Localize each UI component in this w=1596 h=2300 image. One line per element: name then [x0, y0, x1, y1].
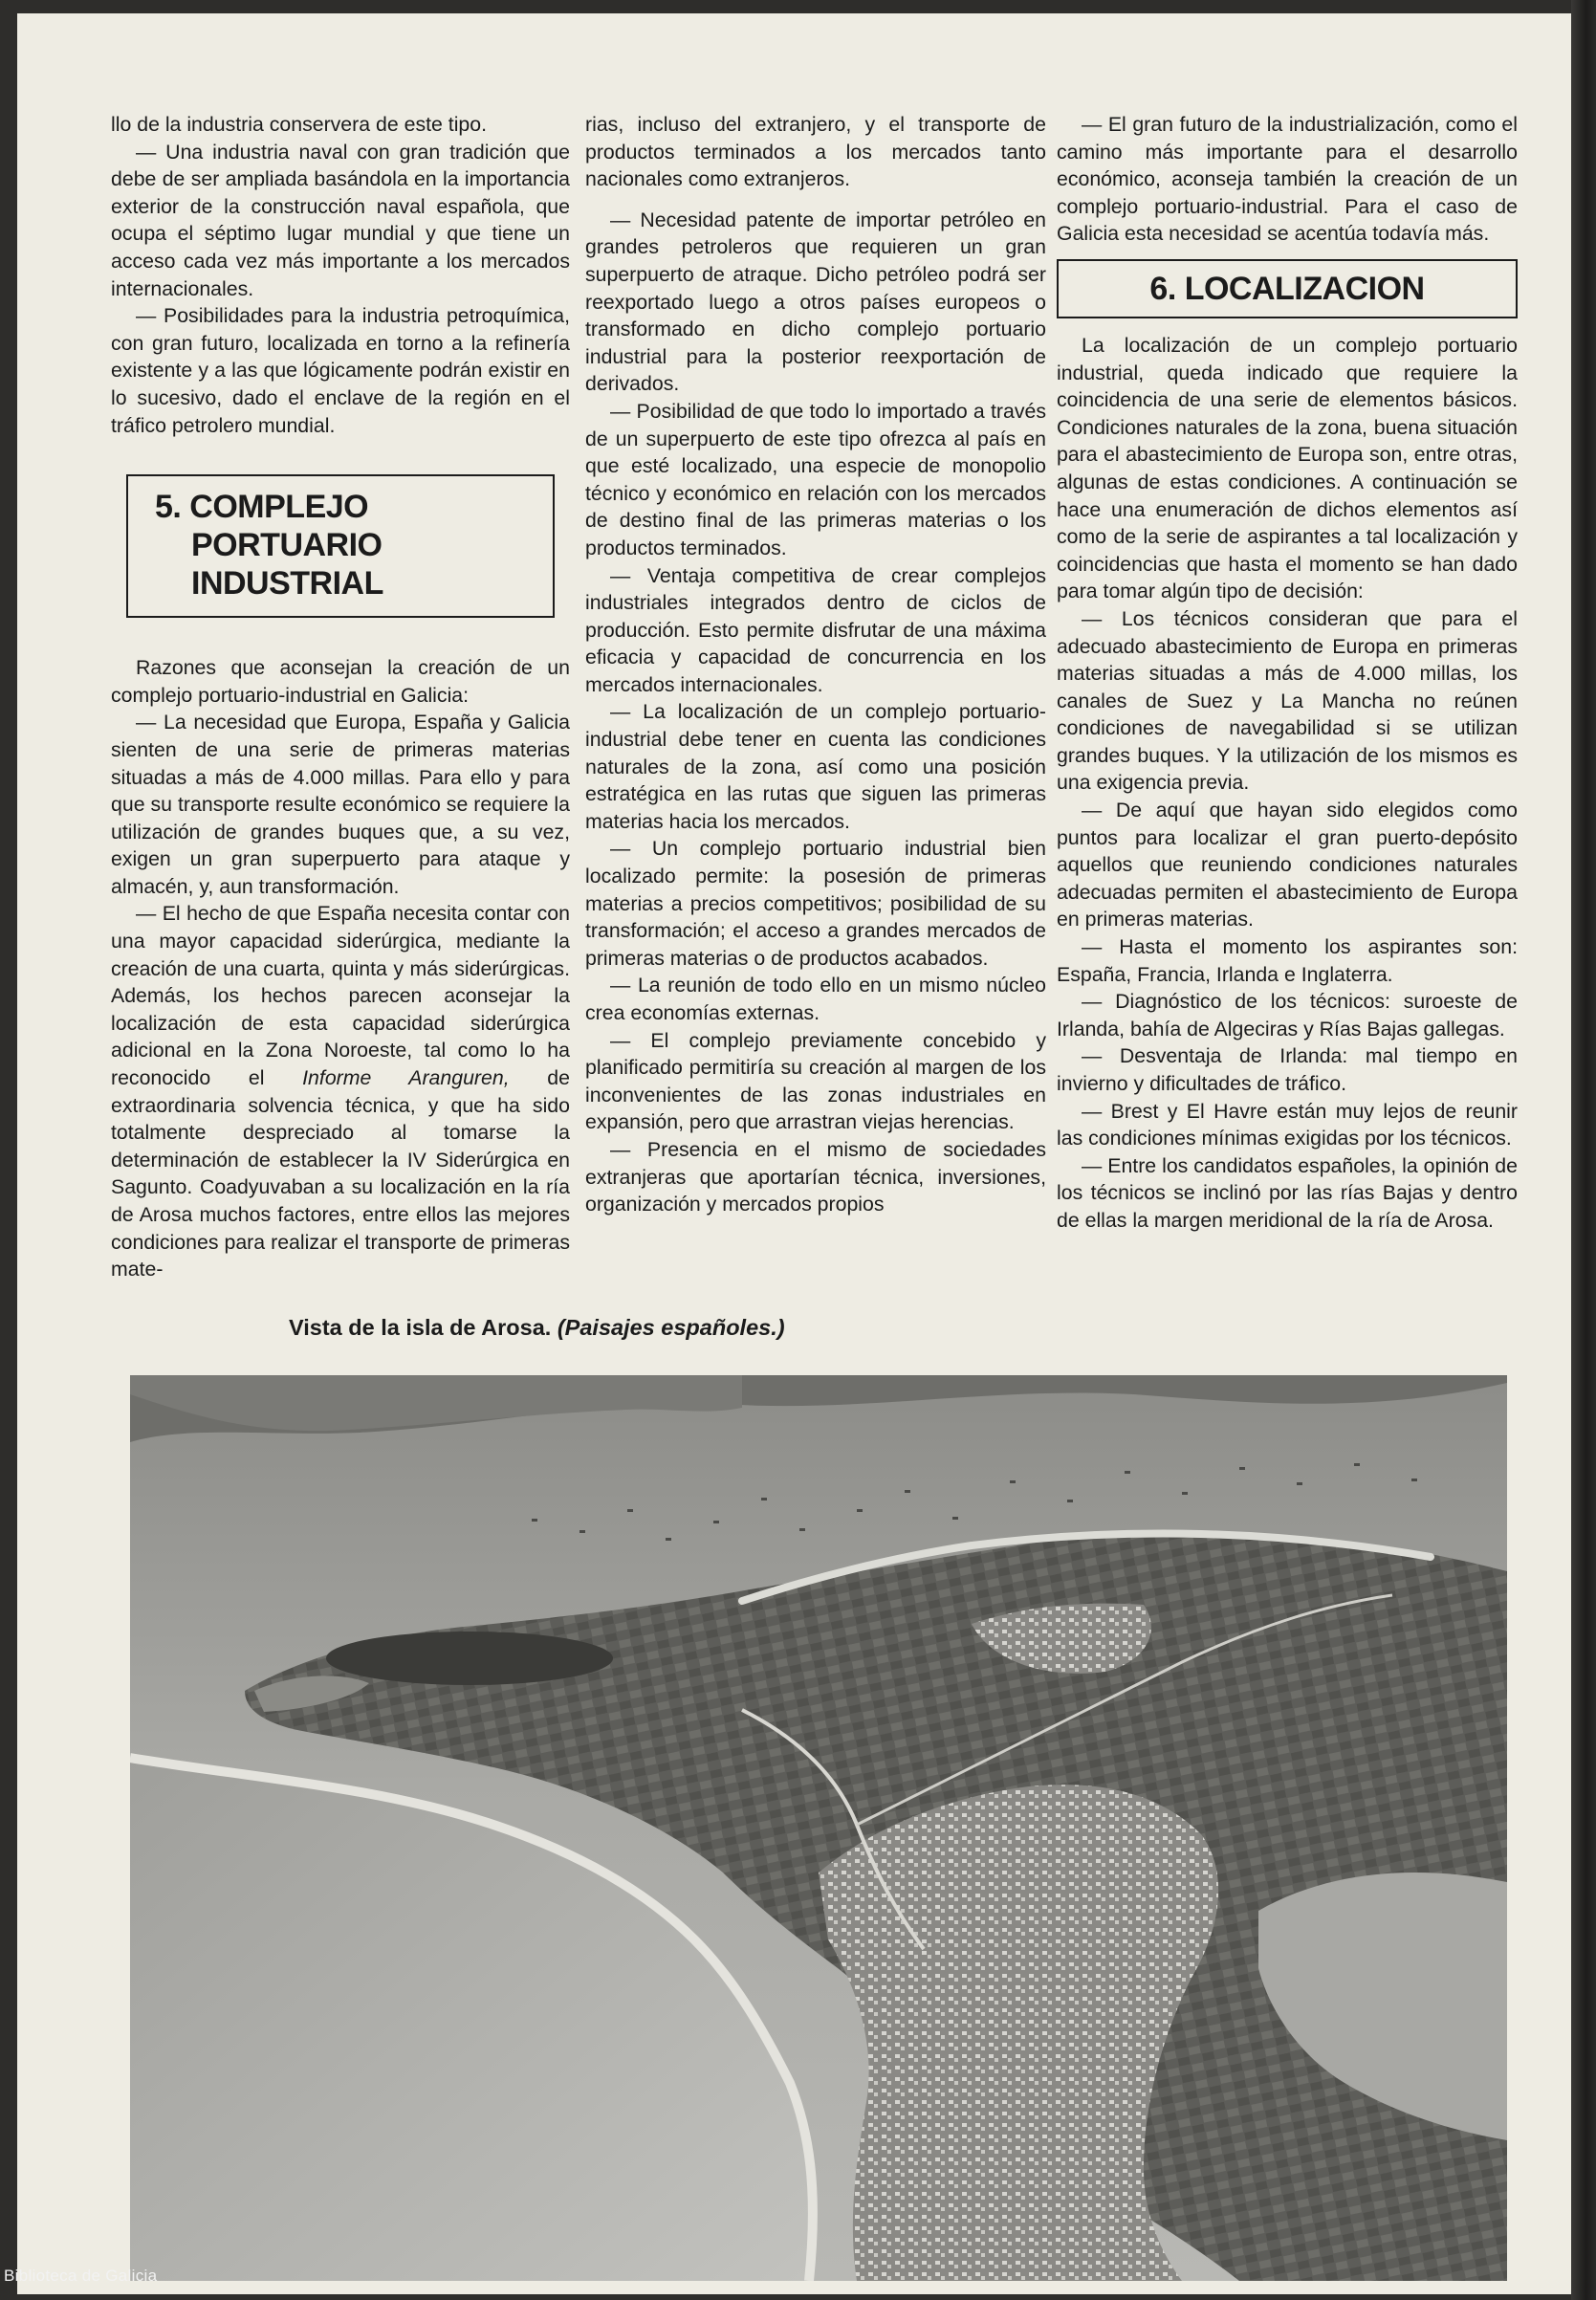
paragraph: — Posibilidad de que todo lo importado a través de un superpuerto de este tipo ofrezca al país en que esté localizado, una especie de monopolio técnico y económico en relación con los mercados de destino final de las primeras materias o los productos terminados.: [585, 399, 1046, 559]
paragraph: La localización de un complejo portuario industrial, queda indicado que requiere la coincidencia de una serie de elementos básicos. Condiciones naturales de la zona, buena situación para el abastecimiento de Europa son, entre otras, algunas de estas condiciones. A continuación se hace una enumeración de dichos elementos así como de la serie de aspirantes a tal localización y coincidencias que hasta el momento se han dado para tomar algún tipo de decisión:: [1057, 333, 1518, 603]
paragraph: — Ventaja competitiva de crear complejos industriales integrados dentro de ciclos de producción. Esto permite disfrutar de una máxima eficacia y capacidad de concurrencia en los mercados internacionales.: [585, 563, 1046, 696]
paragraph: — Necesidad patente de importar petróleo en grandes petroleros que requieren un gran superpuerto de atraque. Dicho petróleo podrá ser reexportado luego a otros países europeos o transformado en dicho complejo portuario industrial para la posterior reexportación de derivados.: [585, 208, 1046, 396]
paragraph: — Presencia en el mismo de sociedades extranjeras que aportarían técnica, inversiones, organización y mercados propios: [585, 1137, 1046, 1216]
paragraph: — Entre los candidatos españoles, la opinión de los técnicos se inclinó por las rías Bajas y dentro de ellas la margen meridional de la ría de Arosa.: [1057, 1153, 1518, 1232]
paragraph: — Una industria naval con gran tradición que debe de ser ampliada basándola en la importancia exterior de la construcción naval española, que ocupa el séptimo lugar mundial y que tiene un acceso cada vez más importante a los mercados internacionales.: [111, 140, 570, 300]
paragraph: — Desventaja de Irlanda: mal tiempo en invierno y dificultades de tráfico.: [1057, 1044, 1518, 1095]
aerial-photo-illustration: [130, 1375, 1507, 2281]
paragraph: — Posibilidades para la industria petroquímica, con gran futuro, localizada en torno a la refinería existente y a las que lógicamente podrán existir en lo sucesivo, dado el enclave de la región en el tráfico petrolero mundial.: [111, 304, 570, 437]
paragraph: — El complejo previamente concebido y planificado permitiría su creación al margen de los inconvenientes de las zonas industriales en expansión, pero que arrastran viejas herencias.: [585, 1028, 1046, 1134]
heading-line: PORTUARIO INDUSTRIAL: [191, 527, 383, 602]
paragraph: — Hasta el momento los aspirantes son: España, Francia, Irlanda e Inglaterra.: [1057, 935, 1518, 986]
paragraph: — La localización de un complejo portuario-industrial debe tener en cuenta las condiciones naturales de la zona, así como una posición estratégica en las rutas que siguen las primeras materias hacia los mercados.: [585, 700, 1046, 833]
paragraph: — El gran futuro de la industrialización, como el camino más importante para el desarrollo económico, aconseja también la creación de un complejo portuario-industrial. Para el caso de Galicia esta necesidad se acentúa todavía más.: [1057, 113, 1518, 246]
library-watermark: Biblioteca de Galicia: [4, 2267, 158, 2285]
paragraph: — La reunión de todo ello en un mismo núcleo crea economías externas.: [585, 974, 1046, 1024]
paragraph: — Brest y El Havre están muy lejos de reunir las condiciones mínimas exigidas por los técnicos.: [1057, 1099, 1518, 1150]
paragraph: llo de la industria conservera de este tipo.: [111, 113, 488, 136]
paragraph: rias, incluso del extranjero, y el transporte de productos terminados a los mercados tanto nacionales como extranjeros.: [585, 113, 1046, 191]
page-binding-edge: [1571, 0, 1596, 2300]
text-column-left: [111, 111, 570, 1283]
paragraph: — De aquí que hayan sido elegidos como puntos para localizar el gran puerto-depósito aquellos que reuniendo condiciones naturales adecuadas permiten el abastecimiento de Europa en primeras materias.: [1057, 799, 1518, 931]
text-column-middle: [585, 111, 1046, 1218]
text-column-right: [1057, 111, 1518, 1235]
section-heading-complejo: [126, 474, 555, 618]
section-heading-localizacion: 6. LOCALIZACION: [1057, 259, 1518, 318]
paragraph: [111, 900, 570, 1282]
paragraph: — Diagnóstico de los técnicos: suroeste de Irlanda, bahía de Algeciras y Rías Bajas gallegas.: [1057, 990, 1518, 1040]
photo-caption: [289, 1315, 785, 1341]
italic-title: Informe Aranguren,: [302, 1066, 510, 1090]
caption-text: Vista de la isla de Arosa.: [289, 1315, 558, 1340]
paragraph: — Los técnicos consideran que para el adecuado abastecimiento de Europa en primeras materias situadas a más de 4.000 millas, los canales de Suez y La Mancha no reúnen condiciones de navegabilidad si se utilizan grandes buques. Y la utilización de los mismos es una exigencia previa.: [1057, 606, 1518, 795]
text-run: — El hecho de que España necesita contar con una mayor capacidad siderúrgica, mediante la creación de una cuarta, quinta y más siderúrgicas. Además, los hechos parecen aconsejar la localización de esta capacidad siderúrgica adicional en la Zona Noroeste, tal como lo ha reconocido el: [111, 902, 570, 1090]
heading-line: 5. COMPLEJO: [155, 489, 369, 526]
aerial-photo-arosa: [130, 1375, 1507, 2281]
paragraph: — Un complejo portuario industrial bien localizado permite: la posesión de primeras materias a precios competitivos; posibilidad de su transformación; el acceso a grandes mercados de primeras materias o de productos acabados.: [585, 837, 1046, 970]
paragraph: — La necesidad que Europa, España y Galicia sienten de una serie de primeras materias situadas a más de 4.000 millas. Para ello y para que su transporte resulte económico se requiere la utilización de grandes buques que, a su vez, exigen un gran superpuerto para ataque y almacén, y, aun transformación.: [111, 711, 570, 898]
caption-source: (Paisajes españoles.): [557, 1315, 785, 1340]
paragraph: Razones que aconsejan la creación de un complejo portuario-industrial en Galicia:: [111, 656, 570, 707]
text-run: de extraordinaria solvencia técnica, y que ha sido totalmente despreciado al tomarse la determinación de establecer la IV Siderúrgica en Sagunto. Coadyuvaban a su localización en la ría de Arosa muchos factores, entre ellos las mejores condiciones para realizar el transporte de primeras mate-: [111, 1066, 570, 1281]
